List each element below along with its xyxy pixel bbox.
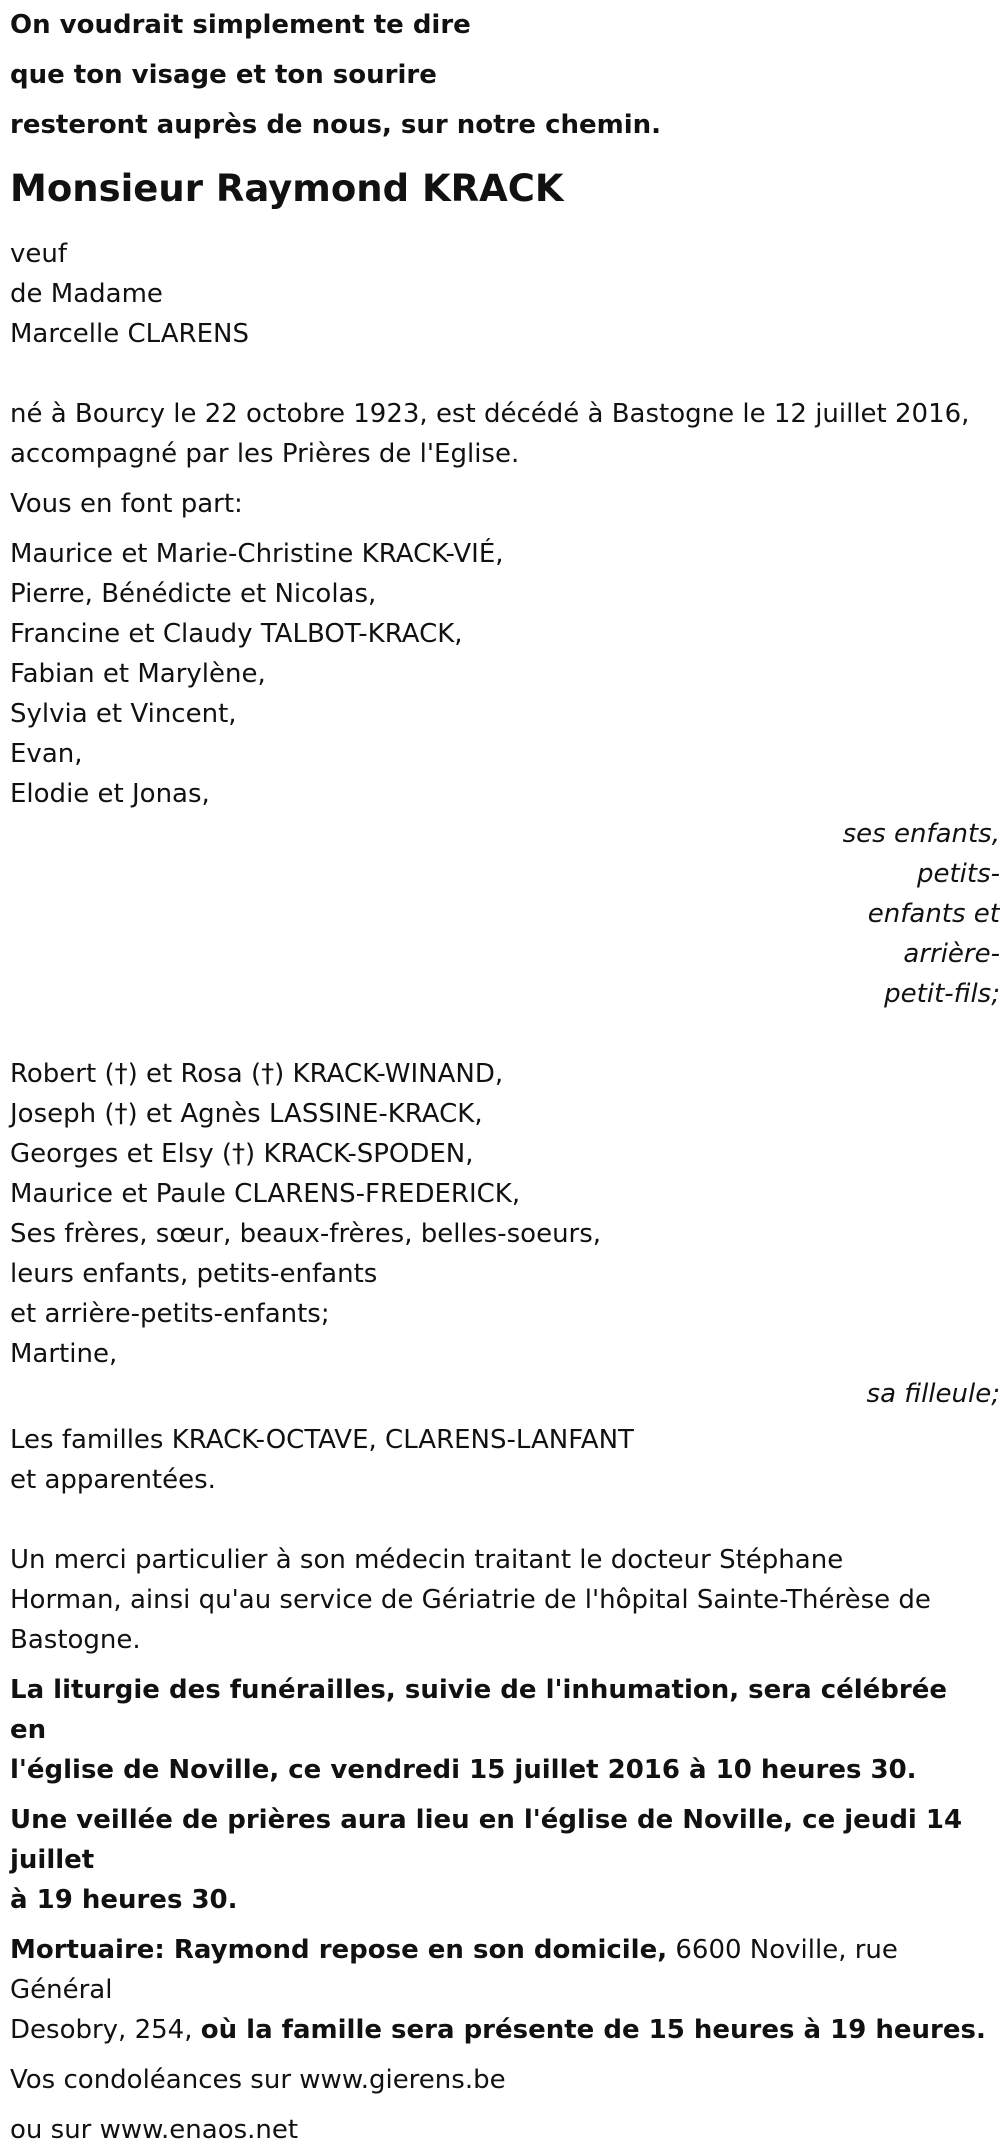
poem-line: que ton visage et ton sourire: [10, 60, 437, 90]
spouse-line: de Madame: [10, 279, 163, 309]
family-line: Martine,: [10, 1339, 118, 1369]
mortuary-address: 6600 Noville, rue Général: [10, 1935, 898, 2005]
thanks-line: Bastogne.: [10, 1625, 141, 1655]
family-line: Pierre, Bénédicte et Nicolas,: [10, 579, 377, 609]
condolences-line: ou sur www.enaos.net: [10, 2115, 299, 2145]
funeral-line: La liturgie des funérailles, suivie de l'inhumation, sera célébrée en: [10, 1675, 947, 1745]
poem: [10, 0, 990, 150]
poem-line: On voudrait simplement te dire: [10, 10, 471, 40]
family-line: Robert (†) et Rosa (†) KRACK-WINAND,: [10, 1059, 504, 1089]
birth-death-block: [10, 394, 990, 474]
families-block: [10, 1420, 990, 1500]
family-line: Evan,: [10, 739, 83, 769]
role-line: sa filleule;: [866, 1379, 1000, 1409]
poem-line: resteront auprès de nous, sur notre chemin.: [10, 110, 662, 140]
spouse-line: Marcelle CLARENS: [10, 319, 249, 349]
family-line: et arrière-petits-enfants;: [10, 1299, 330, 1329]
family-line: Fabian et Marylène,: [10, 659, 266, 689]
funeral-line: l'église de Noville, ce vendredi 15 juillet 2016 à 10 heures 30.: [10, 1755, 917, 1785]
thanks-line: Un merci particulier à son médecin traitant le docteur Stéphane: [10, 1545, 844, 1575]
goddaughter-role: [763, 1374, 1000, 1414]
family-line: Georges et Elsy (†) KRACK-SPODEN,: [10, 1139, 474, 1169]
thanks-line: Horman, ainsi qu'au service de Gériatrie de l'hôpital Sainte-Thérèse de: [10, 1585, 931, 1615]
mortuary-bold: où la famille sera présente de 15 heures à 19 heures.: [200, 2015, 986, 2045]
role-line: enfants et arrière-: [867, 899, 1000, 969]
family-line: Joseph (†) et Agnès LASSINE-KRACK,: [10, 1099, 483, 1129]
mortuary-address: Desobry, 254,: [10, 2015, 201, 2045]
birth-death-line: né à Bourcy le 22 octobre 1923, est décédé à Bastogne le 12 juillet 2016,: [10, 399, 970, 429]
family-line: Maurice et Marie-Christine KRACK-VIÉ,: [10, 539, 504, 569]
family-line: Ses frères, sœur, beaux-frères, belles-soeurs,: [10, 1219, 602, 1249]
vigil-block: [10, 1800, 990, 1920]
birth-death-line: accompagné par les Prières de l'Eglise.: [10, 439, 520, 469]
family-line: Maurice et Paule CLARENS-FREDERICK,: [10, 1179, 521, 1209]
family-line: Sylvia et Vincent,: [10, 699, 237, 729]
siblings-block: [10, 1054, 990, 1374]
mortuary-block: [10, 1930, 990, 2050]
spouse-line: veuf: [10, 239, 68, 269]
funeral-block: [10, 1670, 990, 1790]
role-line: ses enfants, petits-: [842, 819, 1000, 889]
children-block: [10, 534, 990, 814]
announce-text: Vous en font part:: [10, 489, 243, 519]
mortuary-bold: Mortuaire: Raymond repose en son domicile,: [10, 1935, 668, 1965]
spouse-block: [10, 234, 990, 354]
condolences-line: Vos condoléances sur www.gierens.be: [10, 2065, 506, 2095]
thanks-block: [10, 1540, 990, 1660]
family-line: Les familles KRACK-OCTAVE, CLARENS-LANFANT: [10, 1425, 634, 1455]
mortuary-line: [10, 2010, 990, 2050]
children-role: [763, 814, 1000, 1014]
family-line: Elodie et Jonas,: [10, 779, 210, 809]
vigil-line: à 19 heures 30.: [10, 1885, 238, 1915]
mortuary-line: [10, 1930, 990, 2010]
role-line: petit-fils;: [884, 979, 1000, 1009]
family-line: Francine et Claudy TALBOT-KRACK,: [10, 619, 463, 649]
deceased-name: Monsieur Raymond KRACK: [10, 167, 564, 210]
vigil-line: Une veillée de prières aura lieu en l'église de Noville, ce jeudi 14 juillet: [10, 1805, 963, 1875]
family-line: leurs enfants, petits-enfants: [10, 1259, 378, 1289]
family-line: et apparentées.: [10, 1465, 216, 1495]
